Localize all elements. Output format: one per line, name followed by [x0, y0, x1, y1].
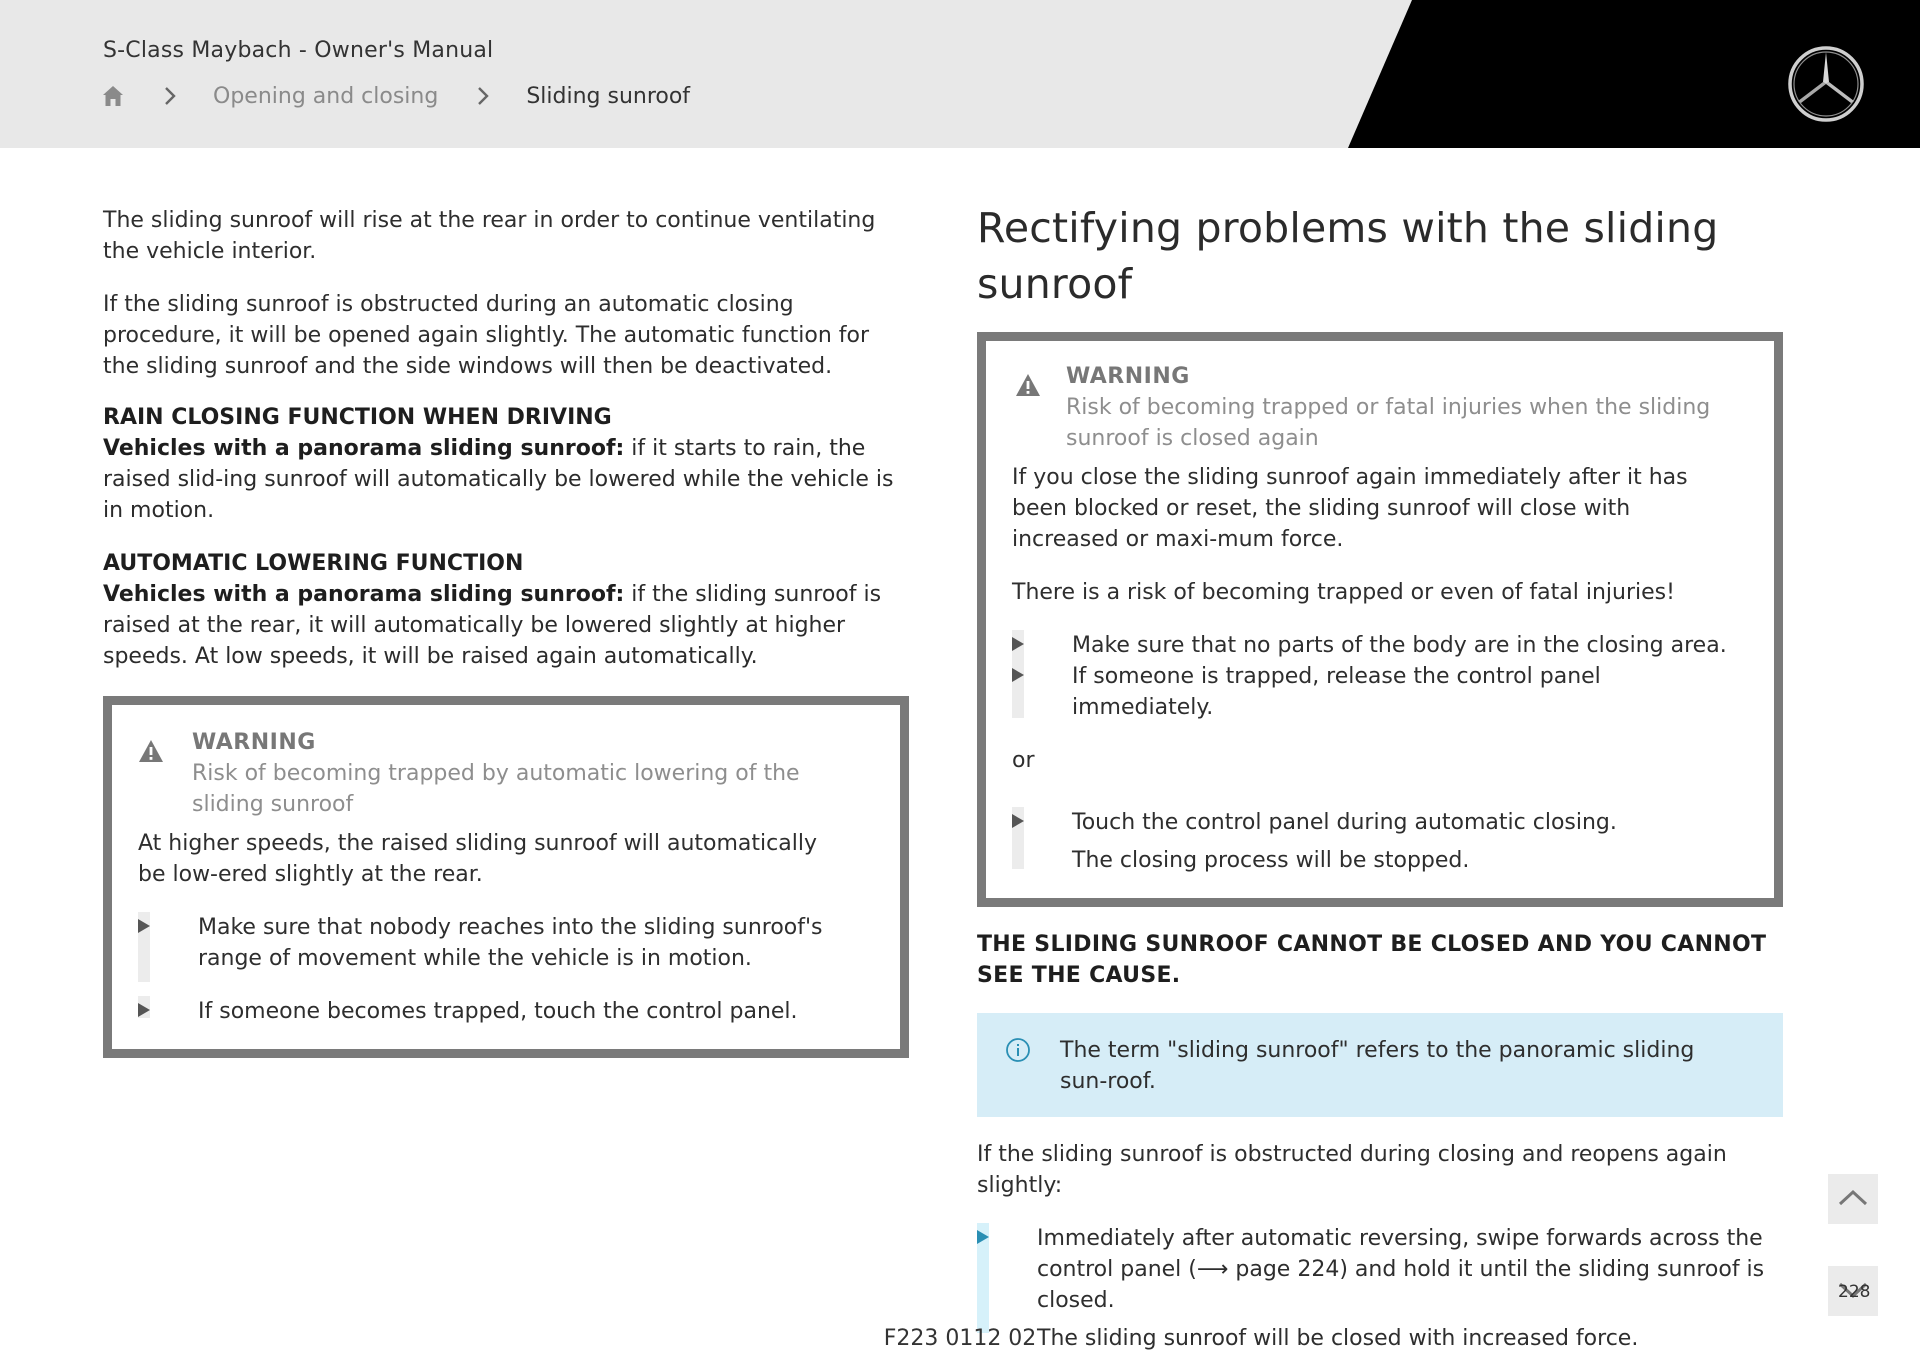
warning-triangle-icon: [138, 738, 164, 764]
right-column: [977, 200, 1783, 1354]
step-arrow-icon: [1012, 668, 1024, 682]
rain-closing-text: [103, 433, 903, 526]
rain-closing-lead: Vehicles with a panorama sliding sunroof:: [103, 436, 625, 461]
chevron-up-icon: [1828, 1174, 1878, 1224]
info-box: [977, 1013, 1783, 1117]
step-result: The closing process will be stopped.: [1072, 848, 1470, 873]
warning-step: [1012, 661, 1748, 723]
auto-lowering-body: if the sliding sunroof is raised at the rear, it will automatically be lowered slightly at higher speeds. At low speeds, it will be raised again automatically.: [103, 582, 882, 669]
section-heading: Rectifying problems with the sliding sunroof: [977, 204, 1719, 308]
info-text: The term "sliding sunroof" refers to the panoramic sliding sun-roof.: [1060, 1038, 1695, 1094]
warning-box-auto-lowering: [103, 696, 909, 1058]
warning-step: [138, 996, 850, 1027]
left-column: [103, 205, 908, 1058]
breadcrumb-item-sliding-sunroof: Sliding sunroof: [526, 83, 691, 109]
auto-lowering-lead: Vehicles with a panorama sliding sunroof:: [103, 582, 625, 607]
step-arrow-icon: [1012, 814, 1024, 828]
auto-lowering-section: [103, 548, 903, 672]
step-arrow-icon: [977, 1230, 989, 1244]
action-result: The sliding sunroof will be closed with increased force.: [1037, 1326, 1639, 1351]
warning-step: [138, 912, 850, 974]
warning-text-force: If you close the sliding sunroof again immediately after it has been blocked or reset, the sliding sunroof will close with increased or maxi-mum force.: [1012, 465, 1688, 552]
step-arrow-icon: [1012, 637, 1024, 651]
warning-subtitle: Risk of becoming trapped by automatic lowering of the sliding sunroof: [192, 761, 800, 817]
rain-closing-body: if it starts to rain, the raised slid-ing sunroof will automatically be lowered while the vehicle is in motion.: [103, 436, 894, 523]
chevron-right-icon: [474, 84, 492, 108]
warning-header: [138, 727, 850, 820]
rain-closing-heading: RAIN CLOSING FUNCTION WHEN DRIVING: [103, 405, 612, 430]
paragraph-ventilating: The sliding sunroof will rise at the rear in order to continue ventilating the vehicle interior.: [103, 208, 876, 264]
step-text: Touch the control panel during automatic closing.: [1072, 810, 1617, 835]
step-text: If someone is trapped, release the control panel immediately.: [1072, 664, 1601, 720]
step-arrow-icon: [138, 919, 150, 933]
auto-lowering-text: [103, 579, 903, 672]
warning-box-closing-again: [977, 332, 1783, 907]
breadcrumb-item-opening-closing[interactable]: Opening and closing: [213, 83, 439, 109]
scroll-down-button[interactable]: [1828, 1266, 1878, 1316]
warning-subtitle: Risk of becoming trapped or fatal injuries when the sliding sunroof is closed again: [1066, 395, 1711, 451]
home-icon[interactable]: [101, 84, 125, 108]
page-number: 228: [1838, 1282, 1871, 1302]
info-icon: [1005, 1037, 1031, 1063]
chevron-right-icon: [161, 84, 179, 108]
warning-triangle-icon: [1015, 372, 1041, 398]
warning-header: [1012, 361, 1748, 454]
breadcrumb: [101, 80, 690, 112]
cannot-close-heading: THE SLIDING SUNROOF CANNOT BE CLOSED AND YOU CANNOT SEE THE CAUSE.: [977, 932, 1767, 988]
auto-lowering-heading: AUTOMATIC LOWERING FUNCTION: [103, 551, 524, 576]
scroll-up-button[interactable]: [1828, 1174, 1878, 1224]
warning-step: [1012, 630, 1748, 661]
rain-closing-section: [103, 402, 903, 526]
or-label: or: [1012, 748, 1035, 773]
warning-text-risk: There is a risk of becoming trapped or even of fatal injuries!: [1012, 580, 1675, 605]
paragraph-obstructed: If the sliding sunroof is obstructed during an automatic closing procedure, it will be opened again slightly. The automatic function for the sliding sunroof and the side windows will then be deactivated.: [103, 292, 870, 379]
warning-text: At higher speeds, the raised sliding sunroof will automatically be low-ered slightly at the rear.: [138, 831, 817, 887]
three-pointed-star-logo: [1787, 45, 1865, 123]
warning-title: WARNING: [192, 730, 316, 755]
document-title: S-Class Maybach - Owner's Manual: [103, 38, 494, 63]
step-text: If someone becomes trapped, touch the control panel.: [198, 999, 798, 1024]
step-text: Make sure that nobody reaches into the sliding sunroof's range of movement while the vehicle is in motion.: [198, 915, 823, 971]
warning-title: WARNING: [1066, 364, 1190, 389]
paragraph-obstructed-closing: If the sliding sunroof is obstructed during closing and reopens again slightly:: [977, 1142, 1727, 1198]
action-text: Immediately after automatic reversing, swipe forwards across the control panel (⟶ page 224) and hold it until the sliding sunroof is closed.: [1037, 1226, 1765, 1313]
footer-document-code: F223 0112 02: [883, 1326, 1037, 1351]
header-black-panel: [0, 0, 1920, 148]
warning-step: [1012, 807, 1748, 876]
step-arrow-icon: [138, 1003, 150, 1017]
step-text: Make sure that no parts of the body are in the closing area.: [1072, 633, 1727, 658]
